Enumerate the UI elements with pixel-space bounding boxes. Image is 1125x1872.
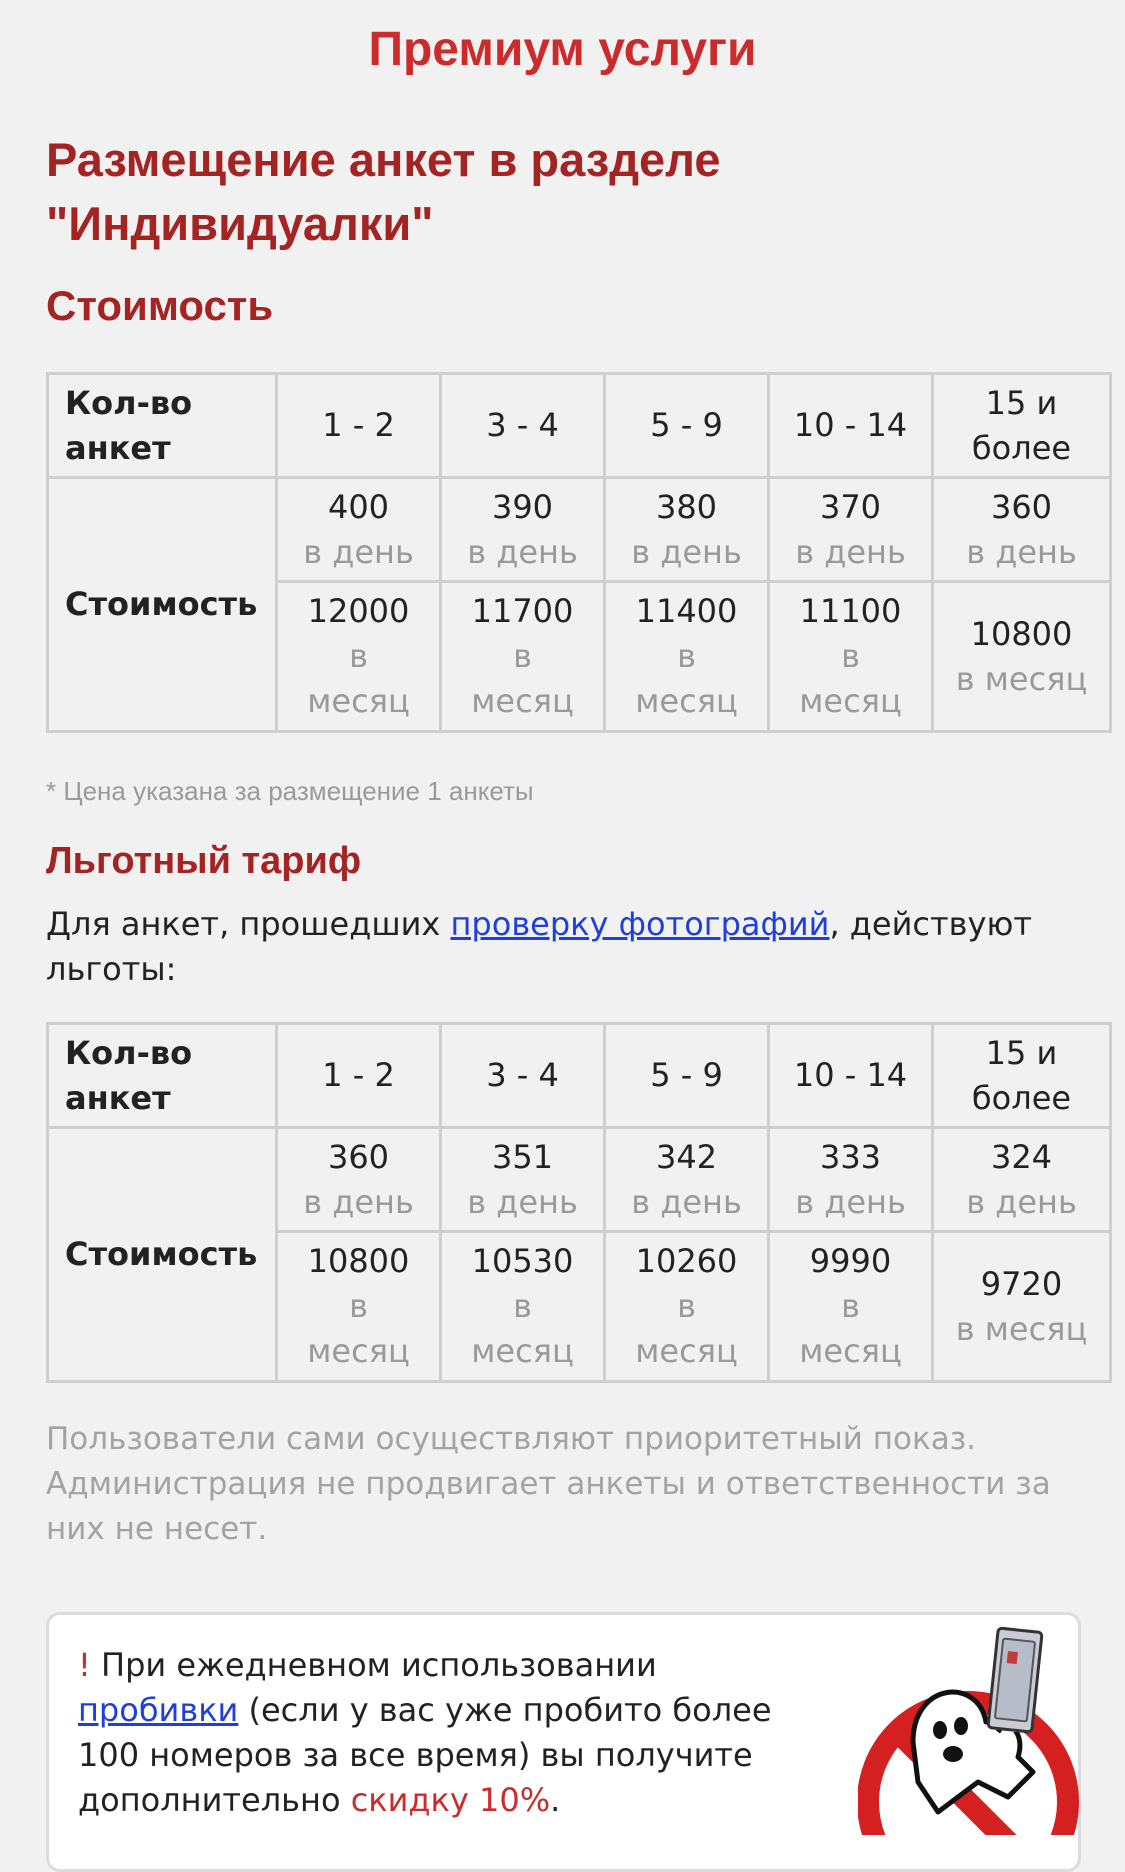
table-header-row — [48, 1024, 1111, 1128]
range-cell: 10 - 14 — [769, 374, 933, 478]
info-box-text: ! При ежедневном использовании пробивки (если у вас уже пробито более 100 номеров за все время) вы получите дополнительно скидку 10%. — [78, 1646, 772, 1819]
daily-price-cell: 360 в день — [277, 1128, 441, 1232]
page-title: Премиум услуги — [368, 23, 757, 76]
quantity-header: Кол-во анкет — [48, 374, 277, 478]
daily-price-cell: 380 в день — [605, 478, 769, 582]
monthly-price-cell: 10800 в месяц — [277, 1232, 441, 1382]
disclaimer-text: Пользователи сами осуществляют приоритетный показ. Администрация не продвигает анкеты и ответственности за них не несет. — [46, 1421, 1051, 1547]
ghostbusters-icon — [858, 1622, 1088, 1835]
photo-verification-link[interactable]: проверку фотографий — [450, 905, 830, 943]
table-row-daily — [48, 1128, 1111, 1232]
range-cell: 5 - 9 — [605, 374, 769, 478]
range-cell: 10 - 14 — [769, 1024, 933, 1128]
promo-title: Льготный тариф — [46, 840, 362, 882]
monthly-price-cell: 10260 в месяц — [605, 1232, 769, 1382]
monthly-price-cell: 10800 в месяц — [933, 582, 1111, 732]
monthly-price-cell: 11400 в месяц — [605, 582, 769, 732]
daily-price-cell: 351 в день — [441, 1128, 605, 1232]
cost-row-label: Стоимость — [48, 1128, 277, 1382]
exclamation-mark: ! — [78, 1646, 91, 1684]
daily-price-cell: 333 в день — [769, 1128, 933, 1232]
range-cell: 5 - 9 — [605, 1024, 769, 1128]
range-cell: 15 и более — [933, 1024, 1111, 1128]
cost-row-label: Стоимость — [48, 478, 277, 732]
range-cell: 3 - 4 — [441, 1024, 605, 1128]
probivka-link[interactable]: пробивки — [78, 1691, 239, 1729]
monthly-price-cell: 9990 в месяц — [769, 1232, 933, 1382]
monthly-price-cell: 11100 в месяц — [769, 582, 933, 732]
daily-price-cell: 390 в день — [441, 478, 605, 582]
range-cell: 1 - 2 — [277, 1024, 441, 1128]
section-title: Размещение анкет в разделе "Индивидуалки" — [46, 133, 721, 250]
table-header-row — [48, 374, 1111, 478]
range-cell: 1 - 2 — [277, 374, 441, 478]
range-cell: 15 и более — [933, 374, 1111, 478]
daily-price-cell: 360 в день — [933, 478, 1111, 582]
cost-title: Стоимость — [46, 282, 274, 329]
daily-price-cell: 342 в день — [605, 1128, 769, 1232]
quantity-header: Кол-во анкет — [48, 1024, 277, 1128]
monthly-price-cell: 11700 в месяц — [441, 582, 605, 732]
price-note: * Цена указана за размещение 1 анкеты — [46, 776, 534, 806]
ghost-money-illustration — [858, 1622, 1088, 1835]
daily-price-cell: 324 в день — [933, 1128, 1111, 1232]
price-table-discount — [46, 1022, 1112, 1383]
monthly-price-cell: 10530 в месяц — [441, 1232, 605, 1382]
monthly-price-cell: 9720 в месяц — [933, 1232, 1111, 1382]
monthly-price-cell: 12000 в месяц — [277, 582, 441, 732]
price-table-regular — [46, 372, 1112, 733]
discount-text: скидку 10% — [350, 1781, 551, 1819]
range-cell: 3 - 4 — [441, 374, 605, 478]
promo-text: Для анкет, прошедших проверку фотографий, действуют льготы: — [46, 905, 1033, 988]
daily-price-cell: 370 в день — [769, 478, 933, 582]
daily-price-cell: 400 в день — [277, 478, 441, 582]
table-row-daily — [48, 478, 1111, 582]
